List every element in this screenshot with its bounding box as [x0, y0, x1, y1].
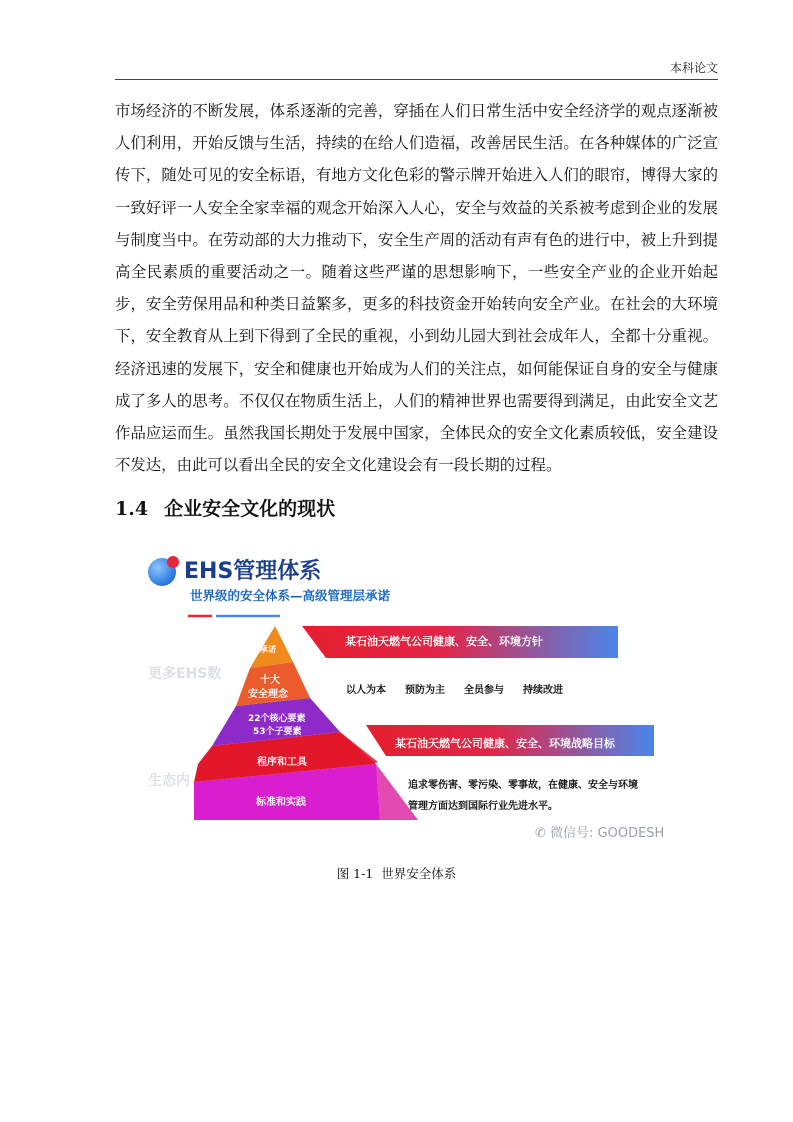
level-3-label-a: 22个核心要素 [248, 714, 306, 724]
wechat-id: 微信号: GOODESH [550, 826, 665, 841]
level-2-label-a: 十大 [260, 675, 280, 686]
section-heading [115, 494, 335, 521]
value-item: 全员参与 [464, 685, 504, 696]
figure-title: EHS管理体系 [184, 559, 322, 584]
figure-subtitle: 世界级的安全体系—高级管理层承诺 [190, 588, 391, 603]
wechat-icon: ✆ [535, 826, 551, 841]
level-2-label-b: 安全理念 [248, 689, 288, 700]
core-values [346, 681, 563, 696]
body-paragraph: 市场经济的不断发展，体系逐渐的完善，穿插在人们日常生活中安全经济学的观点逐渐被人们利用，开始反馈与生活，持续的在给人们造福，改善居民生活。在各种媒体的广泛宣传下，随处可见的安全标语，有地方文化色彩的警示牌开始进入人们的眼帘，博得大家的一致好评一人安全全家幸福的观念开始深入人心，安全与效益的关系被考虑到企业的发展与制度当中。在劳动部的大力推动下，安全生产周的活动有声有色的进行中，被上升到提高全民素质的重要活动之一。随着这些严谨的思想影响下，一些安全产业的企业开始起步，安全劳保用品和种类日益繁多，更多的科技资金开始转向安全产业。在社会的大环境下，安全教育从上到下得到了全民的重视，小到幼儿园大到社会成年人，全都十分重视。经济迅速的发展下，安全和健康也开始成为人们的关注点，如何能保证自身的安全与健康成了多人的思考。不仅仅在物质生活上，人们的精神世界也需要得到满足，由此安全文艺作品应运而生。虽然我国长期处于发展中国家，全体民众的安全文化素质较低，安全建设不发达，由此可以看出全民的安全文化建设会有一段长期的过程。 [115, 102, 718, 475]
value-item: 预防为主 [405, 685, 445, 696]
pledge-line-2: 管理方面达到国际行业先进水平。 [408, 801, 558, 812]
value-item: 持续改进 [523, 685, 563, 696]
level-1-label: 承诺 [260, 645, 276, 654]
section-number: 1.4 [115, 498, 149, 520]
watermark-text-2: 生态内 [148, 773, 190, 789]
level-4-label: 程序和工具 [257, 757, 307, 768]
header-rule [115, 79, 718, 80]
level-5-label: 标准和实践 [256, 797, 306, 808]
running-header: 本科论文 [669, 61, 718, 75]
level-3-label-b: 53个子要素 [253, 727, 302, 737]
watermark-text-1: 更多EHS数 [148, 666, 222, 682]
value-item: 以人为本 [346, 685, 386, 696]
goals-banner-text: 某石油天燃气公司健康、安全、环境战略目标 [395, 737, 615, 750]
policy-banner-text: 某石油天燃气公司健康、安全、环境方针 [345, 635, 543, 648]
ehs-figure [140, 548, 695, 848]
logo-red-dot [167, 556, 179, 568]
wechat-watermark [535, 822, 664, 841]
caption-text: 世界安全体系 [381, 866, 457, 881]
caption-number: 图 1-1 [336, 866, 374, 881]
pledge-line-1: 追求零伤害、零污染、零事故，在健康、安全与环境 [408, 780, 638, 791]
section-title: 企业安全文化的现状 [164, 498, 336, 520]
figure-caption [0, 864, 793, 882]
